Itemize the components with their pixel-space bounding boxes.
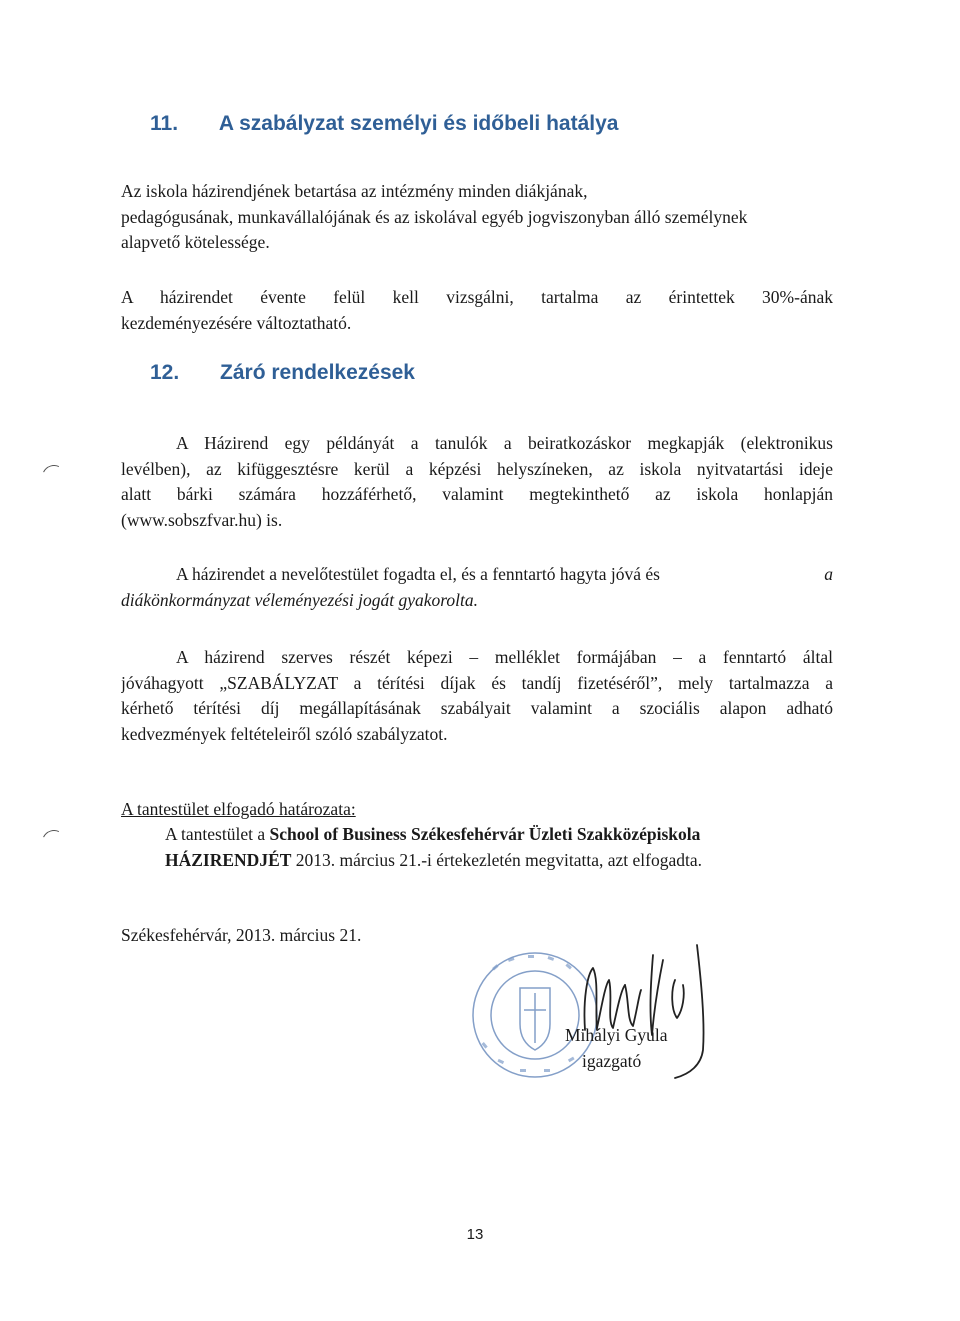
section-12-para-1 <box>121 431 833 533</box>
signatory-name: Mihályi Gyula <box>565 1025 668 1045</box>
section-number: 11. <box>150 112 179 135</box>
text-line: A házirendet évente felül kell vizsgálni, tartalma az érintettek 30%-ának <box>121 287 833 307</box>
section-title: A szabályzat személyi és időbeli hatálya <box>218 112 619 135</box>
section-11-para-2 <box>121 285 833 336</box>
section-number: 12. <box>150 361 180 384</box>
school-name: School of Business Székesfehérvár Üzleti Szakközépiskola <box>269 824 701 844</box>
section-12-heading <box>150 361 415 385</box>
text-line: kezdeményezésére változtatható. <box>121 312 352 333</box>
text-line: diákönkormányzat véleményezési jogát gyakorolta. <box>121 589 479 610</box>
text-line <box>165 848 833 874</box>
document-name: HÁZIRENDJÉT <box>165 849 292 870</box>
text-normal: A tantestület a <box>165 824 270 844</box>
signatory-title: igazgató <box>582 1051 642 1071</box>
resolution-text <box>165 822 833 873</box>
text-line: pedagógusának, munkavállalójának és az iskolával egyéb jogviszonyban álló személynek <box>121 206 748 227</box>
text-line: kedvezmények feltételeiről szóló szabályzatot. <box>121 723 448 744</box>
text-line: jóváhagyott „SZABÁLYZAT a térítési díjak és tandíj fizetéséről”, mely tartalmazza a <box>121 672 833 693</box>
section-12-para-3 <box>121 645 833 747</box>
text-normal: A házirendet a nevelőtestület fogadta el, és a fenntartó hagyta jóvá és <box>176 564 660 584</box>
text-line <box>121 562 833 588</box>
section-11-heading <box>150 112 618 136</box>
text-line: alatt bárki számára hozzáférhető, valamint megtekinthető az iskola honlapján <box>121 484 833 504</box>
margin-mark <box>39 462 70 493</box>
section-12-para-2 <box>121 562 833 613</box>
text-italic: a <box>824 564 833 584</box>
text-line <box>165 822 833 848</box>
place-date: Székesfehérvár, 2013. március 21. <box>121 925 362 945</box>
text-line: alapvető kötelessége. <box>121 232 270 252</box>
text-line: A házirend szerves részét képezi – melléklet formájában – a fenntartó által <box>176 647 833 667</box>
text-line: Az iskola házirendjének betartása az intézmény minden diákjának, <box>121 181 588 201</box>
text-normal: 2013. március 21.-i értekezletén megvitatta, azt elfogadta. <box>291 849 703 870</box>
section-11-para-1 <box>121 179 833 256</box>
text-line: (www.sobszfvar.hu) is. <box>121 509 283 530</box>
resolution-heading: A tantestület elfogadó határozata: <box>121 799 356 819</box>
page-number: 13 <box>466 1226 484 1243</box>
text-line: A Házirend egy példányát a tanulók a beiratkozáskor megkapják (elektronikus <box>176 433 833 453</box>
text-line: levélben), az kifüggesztésre kerül a képzési helyszíneken, az iskola nyitvatartási ideje <box>121 458 833 479</box>
section-title: Záró rendelkezések <box>220 361 415 384</box>
text-line: kérhető térítési díj megállapításának szabályait valamint a szociális alapon adható <box>121 698 833 718</box>
margin-mark <box>39 827 70 858</box>
